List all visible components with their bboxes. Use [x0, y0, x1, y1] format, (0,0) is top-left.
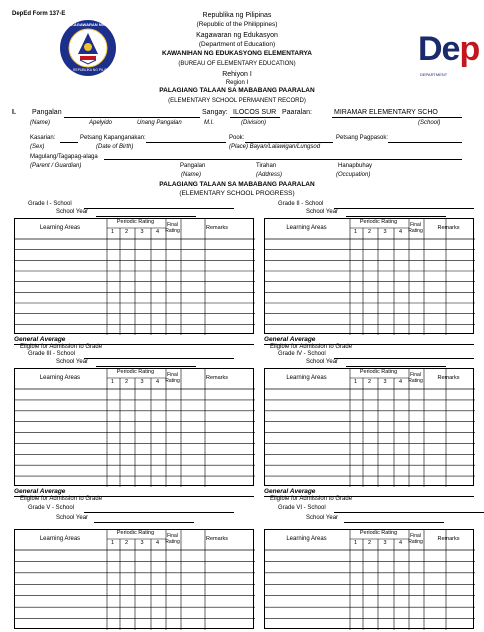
grade-school-line [334, 208, 474, 209]
quarter-1-header: 1 [110, 229, 115, 235]
periodic-rating-header: Periodic Rating [359, 219, 398, 225]
remarks-header: Remarks [205, 536, 228, 542]
grade-school-label: Grade II - School [278, 201, 324, 207]
petsa-pagpasok-label: Petsang Pagpasok: [336, 135, 389, 141]
quarter-2-header: 2 [124, 229, 129, 235]
remarks-header: Remarks [437, 375, 460, 381]
division-caption: (Division) [241, 120, 267, 126]
rating-header: Rating [408, 539, 423, 545]
grade-table [14, 368, 254, 486]
quarter-3-header: 3 [383, 229, 387, 235]
sangay-line [230, 117, 280, 118]
grade-school-line [334, 512, 484, 513]
sex-caption: (Sex) [30, 144, 45, 150]
general-average-label: General Average [14, 488, 66, 495]
grade-school-line [84, 358, 234, 359]
seal-top-text: KAGAWARAN NG EDUKASYON [71, 22, 132, 27]
quarter-3-header: 3 [383, 540, 387, 546]
progress-subtitle: (ELEMENTARY SCHOOL PROGRESS) [179, 190, 295, 197]
rating-header: Rating [408, 378, 423, 384]
header-bureau-fil: KAWANIHAN NG EDUKASYONG ELEMENTARYA [162, 50, 312, 57]
header-region-fil: Rehiyon I [222, 71, 252, 78]
magulang-label: Magulang/Tagapag-alaga [30, 154, 98, 160]
seal-bottom-text: REPUBLIKA NG PILIPINAS [73, 68, 116, 72]
quarter-4-header: 4 [155, 540, 160, 546]
address-caption: (Address) [256, 172, 283, 178]
quarter-4-header: 4 [398, 379, 403, 385]
eligible-label: Eligible for Admission to Grade [270, 344, 353, 350]
grade-school-label: Grade VI - School [278, 505, 326, 511]
periodic-rating-header: Periodic Rating [116, 530, 155, 536]
occupation-caption: (Occupation) [336, 172, 371, 178]
place-caption: (Place) Bayan/Lalawigan/Lungsod [229, 144, 321, 150]
remarks-header: Remarks [205, 225, 228, 231]
pagpasok-line [388, 142, 462, 143]
final-header: Final [167, 372, 178, 378]
pook-label: Pook: [229, 135, 245, 141]
rating-header: Rating [165, 378, 180, 384]
quarter-3-header: 3 [383, 379, 387, 385]
quarter-2-header: 2 [367, 379, 372, 385]
form-code: DepEd Form 137-E [12, 11, 66, 17]
general-average-label: General Average [14, 336, 66, 343]
final-header: Final [410, 533, 421, 539]
learning-areas-header: Learning Areas [286, 375, 327, 381]
grade-school-label: Grade III - School [28, 351, 76, 357]
grade-year-label: School Year [306, 515, 339, 521]
quarter-4-header: 4 [398, 229, 403, 235]
grade-year-label: School Year [306, 359, 339, 365]
pook-line [245, 142, 333, 143]
final-header: Final [410, 372, 421, 378]
grade-school-label: Grade IV - School [278, 351, 326, 357]
quarter-1-header: 1 [353, 229, 358, 235]
quarter-1-header: 1 [110, 379, 115, 385]
remarks-header: Remarks [437, 536, 460, 542]
grade-year-label: School Year [56, 515, 89, 521]
grade-school-line [84, 208, 234, 209]
grade-year-line [94, 522, 194, 523]
grade-table-grid [15, 219, 255, 335]
birthdate-line [146, 142, 226, 143]
pangalan2-label: Pangalan [180, 163, 206, 169]
parent-caption: (Parent / Guardian) [30, 163, 82, 169]
deped-logo: Dep [418, 30, 480, 68]
general-average-label: General Average [264, 336, 316, 343]
learning-areas-header: Learning Areas [39, 536, 81, 542]
kasarian-line [60, 142, 78, 143]
remarks-header: Remarks [437, 225, 460, 231]
name-line [64, 117, 200, 118]
grade-year-label: School Year [306, 209, 339, 215]
grade-table [14, 218, 254, 334]
tirahan-label: Tirahan [256, 163, 277, 169]
periodic-rating-header: Periodic Rating [359, 369, 398, 375]
rating-header: Rating [165, 539, 180, 545]
remarks-header: Remarks [205, 375, 228, 381]
learning-areas-header: Learning Areas [39, 225, 81, 231]
grade-year-line [96, 216, 196, 217]
eligible-label: Eligible for Admission to Grade [270, 496, 353, 502]
pangalan-label: Pangalan [32, 109, 62, 116]
mi-caption: M.I. [204, 120, 214, 126]
quarter-2-header: 2 [367, 540, 372, 546]
header-republic-en: (Republic of the Philippines) [196, 21, 278, 28]
dob-caption: (Date of Birth) [96, 144, 134, 150]
grade-year-label: School Year [56, 209, 89, 215]
quarter-1-header: 1 [110, 540, 115, 546]
grade-year-line [96, 366, 196, 367]
sangay-label: Sangay: [202, 109, 228, 116]
quarter-1-header: 1 [353, 540, 358, 546]
hanapbuhay-label: Hanapbuhay [338, 163, 373, 169]
grade-table [264, 218, 474, 334]
quarter-3-header: 3 [140, 540, 144, 546]
grade-school-label: Grade I - School [28, 201, 72, 207]
grade-school-label: Grade V - School [28, 505, 75, 511]
name-caption: (Name) [30, 120, 51, 126]
quarter-3-header: 3 [140, 229, 144, 235]
kasarian-label: Kasarian: [30, 135, 56, 141]
quarter-2-header: 2 [124, 540, 129, 546]
final-header: Final [410, 222, 421, 228]
magulang-line [104, 159, 462, 160]
quarter-2-header: 2 [367, 229, 372, 235]
grade-year-line [344, 522, 444, 523]
progress-title: PALAGIANG TALAAN SA MABABANG PAARALAN [159, 181, 315, 188]
quarter-4-header: 4 [398, 540, 403, 546]
learning-areas-header: Learning Areas [39, 375, 81, 381]
general-average-label: General Average [264, 488, 316, 495]
petsa-kapanganakan-label: Petsang Kapanganakan: [80, 135, 146, 141]
header-record-fil: PALAGIANG TALAAN SA MABABANG PAARALAN [159, 87, 315, 94]
header-republic-fil: Republika ng Pilipinas [202, 12, 272, 19]
grade-year-label: School Year [56, 359, 89, 365]
rating-header: Rating [165, 228, 180, 234]
grade-table-grid [15, 369, 255, 487]
grade-year-line [346, 216, 446, 217]
grade-year-line [346, 366, 446, 367]
school-caption: (School) [418, 120, 441, 126]
header-region-en: Region I [225, 80, 249, 86]
quarter-4-header: 4 [155, 379, 160, 385]
quarter-1-header: 1 [353, 379, 358, 385]
sangay-value: ILOCOS SUR [233, 109, 277, 116]
periodic-rating-header: Periodic Rating [359, 530, 398, 536]
rating-header: Rating [408, 228, 423, 234]
grade-table-grid [265, 369, 475, 487]
grade-school-line [84, 512, 234, 513]
periodic-rating-header: Periodic Rating [116, 219, 155, 225]
name2-caption: (Name) [181, 172, 202, 178]
eligible-label: Eligible for Admission to Grade [20, 496, 103, 502]
quarter-3-header: 3 [140, 379, 144, 385]
periodic-rating-header: Periodic Rating [116, 369, 155, 375]
learning-areas-header: Learning Areas [286, 225, 327, 231]
header-bureau-en: (BUREAU OF ELEMENTARY EDUCATION) [178, 61, 296, 67]
paaralan-label: Paaralan: [282, 109, 312, 116]
final-header: Final [167, 222, 178, 228]
section-number: I. [12, 109, 16, 116]
grade-table [264, 368, 474, 486]
grade-school-line [334, 358, 474, 359]
header-dept-en: (Department of Education) [198, 41, 276, 48]
quarter-2-header: 2 [124, 379, 129, 385]
paaralan-line [332, 117, 462, 118]
learning-areas-header: Learning Areas [286, 536, 327, 542]
header-record-en: (ELEMENTARY SCHOOL PERMANENT RECORD) [168, 98, 306, 104]
final-header: Final [167, 533, 178, 539]
deped-logo-subtitle: DEPARTMENT [420, 72, 448, 77]
header-dept-fil: Kagawaran ng Edukasyon [196, 32, 278, 39]
quarter-4-header: 4 [155, 229, 160, 235]
grade-table-grid [265, 219, 475, 335]
eligible-label: Eligible for Admission to Grade [20, 344, 103, 350]
paaralan-value: MIRAMAR ELEMENTARY SCHO [334, 109, 438, 116]
unang-pangalan-caption: Unang Pangalan [137, 120, 182, 126]
apelyido-caption: Apelyido [89, 120, 113, 126]
